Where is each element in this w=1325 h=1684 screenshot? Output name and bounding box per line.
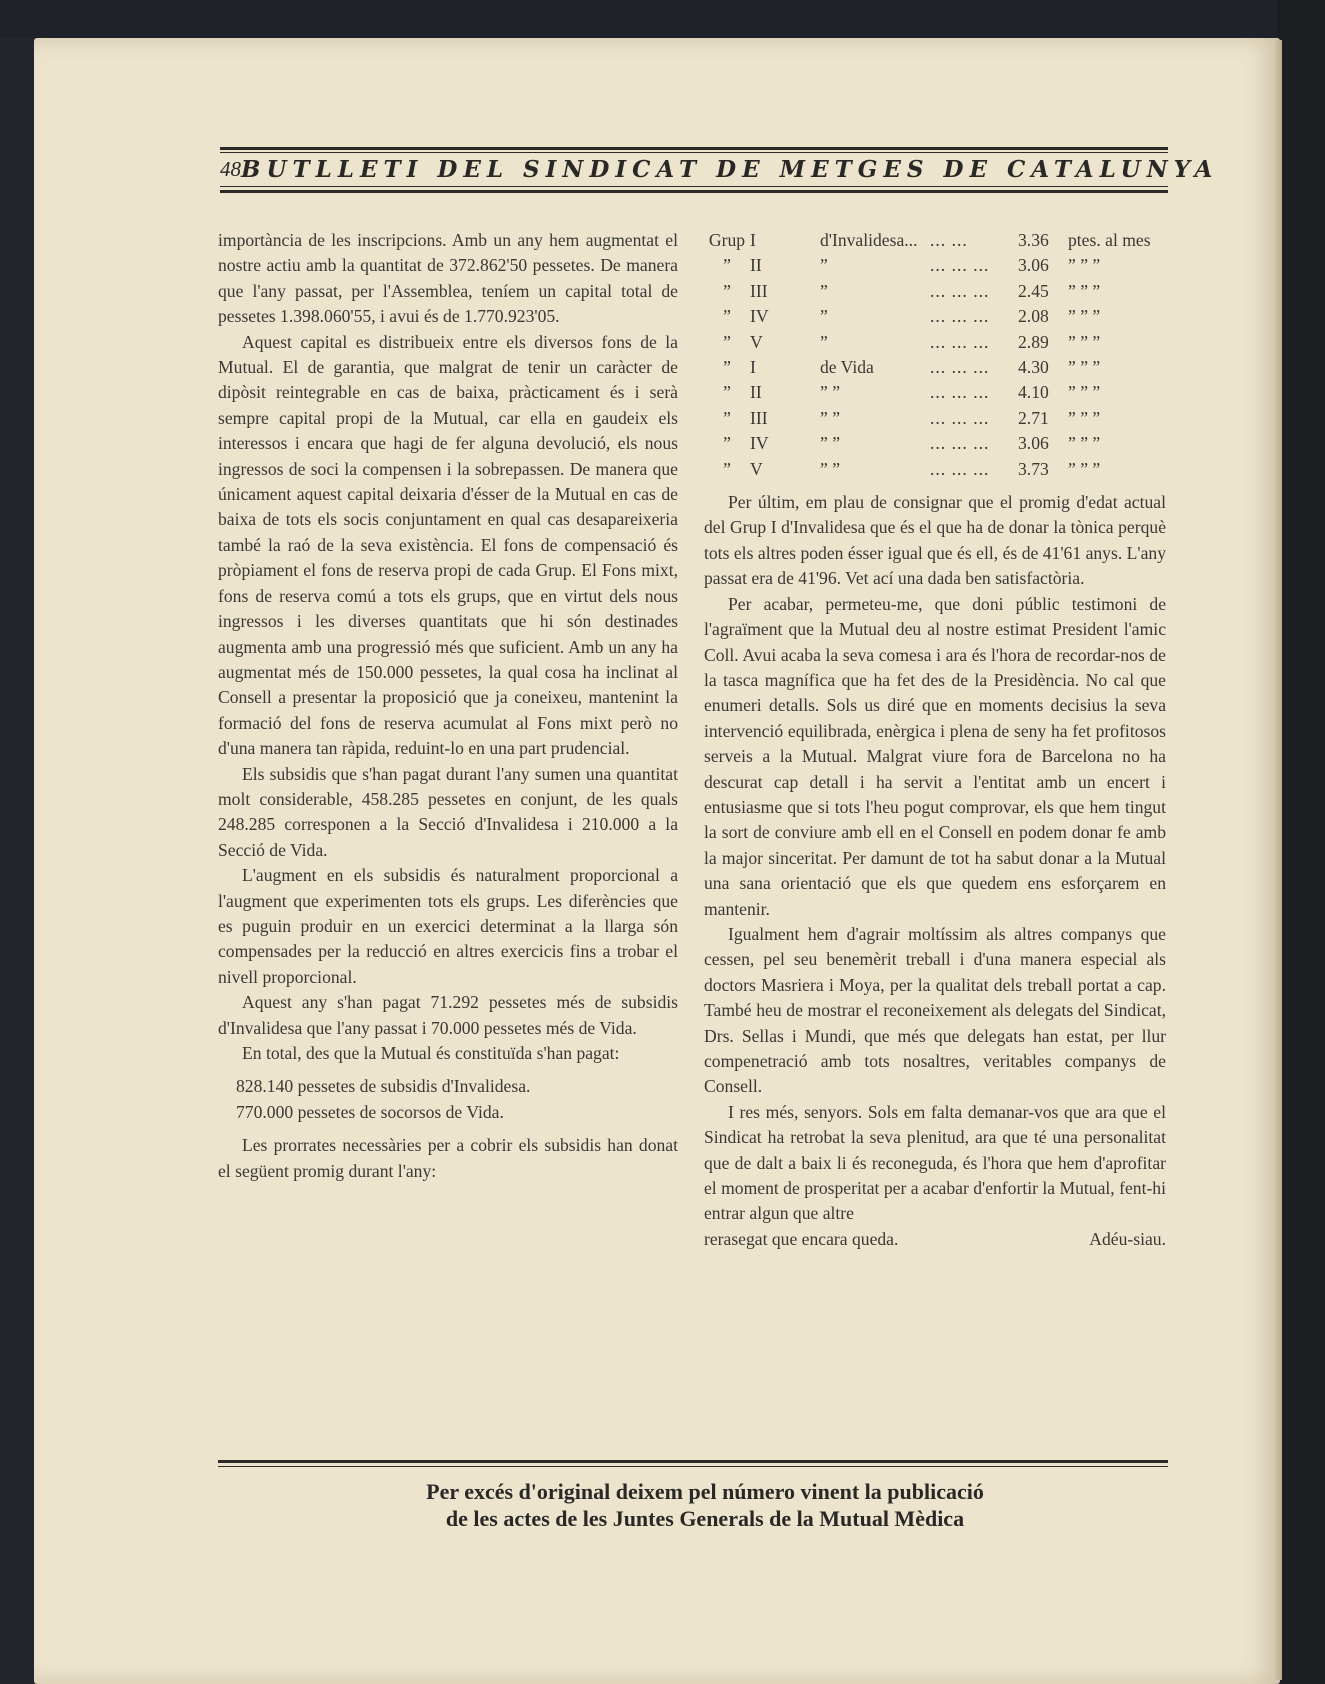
rate-dots: ... ... ... xyxy=(930,433,990,454)
rate-q: ” xyxy=(723,458,731,479)
rate-q: ” xyxy=(723,306,731,327)
rate-dots: ... ... ... xyxy=(930,280,990,301)
journal-title: BUTLLETI DEL SINDICAT DE METGES DE CATALUNYA xyxy=(241,155,1219,183)
rate-dots: ... ... ... xyxy=(930,255,990,276)
rate-value: 2.45 xyxy=(1018,280,1049,301)
footer-rule xyxy=(218,1460,1168,1463)
signoff: Adéu-siau. xyxy=(1089,1228,1166,1249)
rate-unit: ” ” ” xyxy=(1068,280,1101,301)
paragraph: importància de les inscripcions. Amb un any hem augmentat el nostre actiu amb la quantitat de 372.862'50 pessetes. De manera que l'any passat, per l'Assemblea, teníem un capital total de pessetes 1.398.060'55, i avui és de 1.770.923'05. xyxy=(218,230,678,327)
rate-kind: ” xyxy=(820,306,828,327)
page-number: 48 xyxy=(220,156,241,181)
table-row xyxy=(704,380,1166,405)
rate-dots: ... ... xyxy=(930,230,968,250)
rate-dots: ... ... ... xyxy=(930,407,990,428)
rates-table xyxy=(704,228,1166,482)
paragraph: Per acabar, permeteu-me, que doni públic testimoni de l'agraïment que la Mutual deu al nostre estimat President l'amic Coll. Avui acaba la seva comesa i ara és l'hora de recordar-nos de la tasca magnífica que ha fet des de la Presidència. No cal que enumeri detalls. Sols us diré que en moments decisius la seva intervenció equilibrada, enèrgica i plena de seny ha fet profitosos serveis a la Mutual. Malgrat viure fora de Barcelona no ha descurat cap detall i ha servit a l'entitat amb un encert i entusiasme que si tots l'heu pogut comprovar, els que hem tingut la sort de conviure amb ell en el Consell en podem donar fe amb la major sinceritat. Per damunt de tot ha sabut donar a la Mutual una sana orientació que els que quedem ens esforçarem en mantenir. xyxy=(704,593,1166,919)
paragraph: Per últim, em plau de consignar que el promig d'edat actual del Grup I d'Invalidesa que és el que ha de donar la tònica perquè tots els altres poden ésser igual que és ell, és de 41'61 anys. L'any passat era de 41'96. Vet ací una dada ben satisfactòria. xyxy=(704,492,1166,589)
notice-line: de les actes de les Juntes Generals de la Mutual Mèdica xyxy=(445,1506,965,1531)
footer-notice xyxy=(260,1478,1150,1532)
rate-q: ” xyxy=(723,331,731,352)
rate-q: ” xyxy=(723,407,731,428)
paragraph: L'augment en els subsidis és naturalment proporcional a l'augment que experimenten tots els grups. Les diferències que es puguin produir en un exercici determinat a la llarga són compensades per la reducció en altres exercicis fins a trobar el nivell proporcional. xyxy=(218,865,678,987)
paragraph: Aquest any s'han pagat 71.292 pessetes més de subsidis d'Invalidesa que l'any passat i 70.000 pessetes més de Vida. xyxy=(218,992,678,1038)
table-row xyxy=(704,431,1166,456)
rate-value: 2.71 xyxy=(1018,407,1049,428)
table-row xyxy=(704,253,1166,278)
rate-unit: ” ” ” xyxy=(1068,407,1101,428)
rate-kind: d'Invalidesa... xyxy=(820,230,918,250)
table-row xyxy=(704,304,1166,329)
rate-value: 3.06 xyxy=(1018,433,1049,454)
paragraph: I res més, senyors. Sols em falta demanar-vos que ara que el Sindicat ha retrobat la seva plenitud, ara que té una personalitat que de dalt a baix li és reconeguda, és l'hora que hem d'aprofitar el moment de prosperitat per a acabar d'enfortir la Mutual, fent-hi entrar algun que altre xyxy=(704,1101,1166,1224)
rate-dots: ... ... ... xyxy=(930,382,990,403)
scan-background xyxy=(0,0,1325,38)
page-edge xyxy=(1272,40,1282,1680)
closing-text: rerasegat que encara queda. xyxy=(704,1228,899,1249)
amounts-list xyxy=(218,1074,678,1125)
rate-kind: ” ” xyxy=(820,382,841,403)
table-row xyxy=(704,279,1166,304)
paragraph: Aquest capital es distribueix entre els diversos fons de la Mutual. El de garantia, que malgrat de tenir un caràcter de dipòsit reintegrable en cas de baixa, pràcticament és i serà sempre capital propi de la Mutual, car ella en gaudeix els interessos i encara que hagi de fer alguna devolució, els nous ingressos de soci la compensen i la sobrepassen. De manera que únicament aquest capital deixaria d'ésser de la Mutual en cas de baixa de tots els socis conjuntament en qual cas desapareixeria també la raó de la seva existència. El fons de compensació és pròpiament el fons de reserva propi de cada Grup. El Fons mixt, fons de reserva comú a tots els grups, que en virtut dels nous ingressos i les diverses quantitats que hi són destinades augmenta amb una progressió més que suficient. Amb un any ha augmentat més de 150.000 pessetes, la qual cosa ha inclinat al Consell a presentar la proposició que ja coneixeu, mantenint la formació del fons de reserva acumulat al Fons mixt però no d'una manera tan ràpida, reduint-lo en una part prudencial. xyxy=(218,331,678,759)
paragraph: En total, des que la Mutual és constituïda s'han pagat: xyxy=(242,1043,620,1063)
rate-value: 3.73 xyxy=(1018,458,1049,479)
rate-dots: ... ... ... xyxy=(930,357,990,378)
rate-roman: II xyxy=(750,382,762,403)
rate-kind: ” ” xyxy=(820,458,841,479)
right-column xyxy=(704,228,1166,1252)
rate-roman: II xyxy=(750,255,762,276)
rate-unit: ” ” ” xyxy=(1068,331,1101,352)
paragraph: Els subsidis que s'han pagat durant l'any sumen una quantitat molt considerable, 458.285 pessetes en conjunt, de les quals 248.285 corresponen a la Secció d'Invalidesa i 210.000 a la Secció de Vida. xyxy=(218,763,678,860)
rate-unit: ” ” ” xyxy=(1068,255,1101,276)
rate-kind: ” ” xyxy=(820,433,841,454)
rate-unit: ” ” ” xyxy=(1068,357,1101,378)
rate-q: ” xyxy=(723,255,731,276)
table-row xyxy=(704,330,1166,355)
rate-roman: IV xyxy=(750,433,769,454)
rate-q: ” xyxy=(723,357,731,378)
rate-value: 3.36 xyxy=(1018,230,1049,250)
rate-value: 4.30 xyxy=(1018,357,1049,378)
rate-value: 2.89 xyxy=(1018,331,1049,352)
footer-rule-thin xyxy=(218,1466,1168,1467)
notice-line: Per excés d'original deixem pel número vinent la publicació xyxy=(426,1479,984,1504)
rate-kind: ” xyxy=(820,331,828,352)
rate-roman: III xyxy=(750,407,768,428)
header-rule xyxy=(220,147,1168,150)
rate-dots: ... ... ... xyxy=(930,458,990,479)
rate-roman: V xyxy=(750,458,763,479)
table-row xyxy=(704,355,1166,380)
rate-kind: ” ” xyxy=(820,407,841,428)
header-rule-thin xyxy=(220,186,1168,187)
left-column xyxy=(218,228,678,1184)
rate-q: ” xyxy=(723,433,731,454)
closing-line xyxy=(704,1227,1166,1252)
rate-dots: ... ... ... xyxy=(930,306,990,327)
paragraph: Les prorrates necessàries per a cobrir els subsidis han donat el següent promig durant l'any: xyxy=(218,1135,678,1181)
rate-dots: ... ... ... xyxy=(930,331,990,352)
rate-value: 4.10 xyxy=(1018,382,1049,403)
running-header xyxy=(220,154,1219,184)
amount-line: 770.000 pessetes de socorsos de Vida. xyxy=(236,1101,504,1122)
header-rule xyxy=(220,190,1168,193)
table-row xyxy=(704,228,1166,253)
rate-roman: V xyxy=(750,331,763,352)
rate-q: ” xyxy=(723,280,731,301)
rate-kind: de Vida xyxy=(820,357,874,378)
table-row xyxy=(704,457,1166,482)
rate-unit: ” ” ” xyxy=(1068,306,1101,327)
rate-value: 2.08 xyxy=(1018,306,1049,327)
header-rule-thin xyxy=(220,152,1168,153)
rate-unit: ” ” ” xyxy=(1068,433,1101,454)
scan-background-right xyxy=(1277,0,1325,1684)
rate-value: 3.06 xyxy=(1018,255,1049,276)
rate-roman: I xyxy=(750,230,756,250)
rate-q: Grup xyxy=(708,230,746,250)
rate-unit: ” ” ” xyxy=(1068,382,1101,403)
rate-unit: ptes. al mes xyxy=(1068,230,1151,250)
rate-roman: III xyxy=(750,280,768,301)
table-row xyxy=(704,406,1166,431)
rate-roman: I xyxy=(750,357,756,378)
rate-unit: ” ” ” xyxy=(1068,458,1101,479)
paragraph: Igualment hem d'agrair moltíssim als altres companys que cessen, pel seu benemèrit treball i d'una manera especial als doctors Masriera i Moya, per la qualitat dels treball portat a cap. També heu de mostrar el reconeixement als delegats del Sindicat, Drs. Sellas i Mundi, que més que delegats han estat, per llur compenetració amb tots nosaltres, veritables companys de Consell. xyxy=(704,923,1166,1097)
rate-kind: ” xyxy=(820,255,828,276)
rate-roman: IV xyxy=(750,306,769,327)
rate-q: ” xyxy=(723,382,731,403)
amount-line: 828.140 pessetes de subsidis d'Invalidesa. xyxy=(236,1076,531,1097)
rate-kind: ” xyxy=(820,280,828,301)
